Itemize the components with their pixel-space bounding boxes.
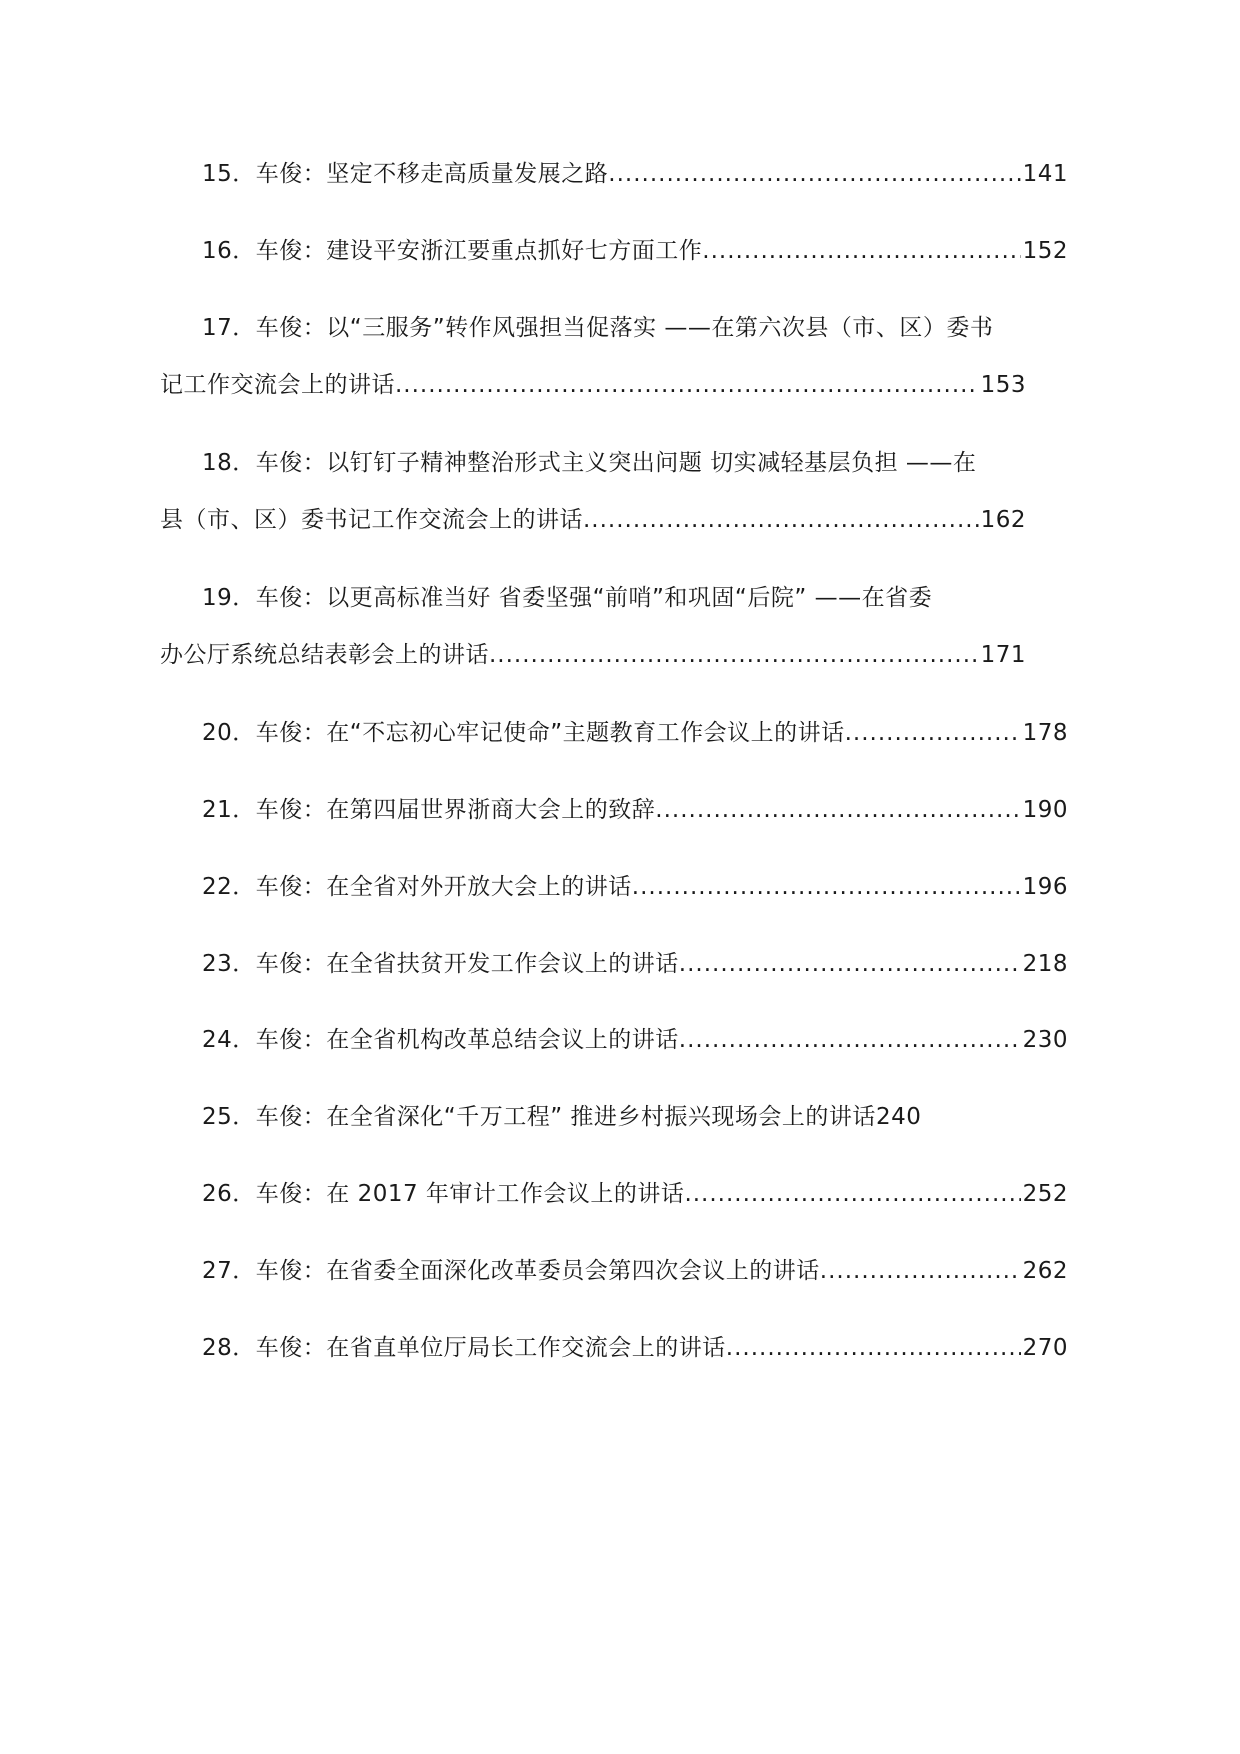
- leader-dots: [679, 1025, 1021, 1055]
- entry-page: 270: [1022, 1335, 1068, 1361]
- leader-dots: [489, 640, 979, 670]
- entry-title: 在省直单位厅局长工作交流会上的讲话: [326, 1335, 726, 1361]
- entry-page: 178: [1022, 720, 1068, 746]
- entry-author: 车俊: [255, 1181, 303, 1207]
- entry-title-line1: 以更高标准当好 省委坚强“前哨”和巩固“后院” ——在省委: [326, 585, 933, 611]
- entry-number: 24: [202, 1027, 233, 1053]
- entry-author: 车俊: [255, 1104, 303, 1130]
- entry-author: 车俊: [255, 951, 303, 977]
- entry-page: 152: [1022, 238, 1068, 264]
- leader-dots: [608, 159, 1020, 189]
- leader-dots: [679, 949, 1021, 979]
- leader-dots: [655, 795, 1020, 825]
- entry-author: 车俊: [255, 161, 303, 187]
- entry-number: 26: [202, 1181, 233, 1207]
- entry-page: 190: [1022, 797, 1068, 823]
- leader-dots: [395, 370, 979, 400]
- entry-number: 15: [202, 161, 233, 187]
- entry-page: 171: [980, 642, 1026, 668]
- entry-author: 车俊: [255, 585, 303, 611]
- leader-dots: [583, 505, 979, 535]
- entry-title: 在全省扶贫开发工作会议上的讲话: [326, 951, 679, 977]
- entry-title: 建设平安浙江要重点抓好七方面工作: [326, 238, 703, 264]
- leader-dots: [684, 1179, 1020, 1209]
- entry-title: 在“不忘初心牢记使命”主题教育工作会议上的讲话: [326, 720, 845, 746]
- entry-author: 车俊: [255, 238, 303, 264]
- entry-page: 262: [1022, 1258, 1068, 1284]
- entry-author: 车俊: [255, 1335, 303, 1361]
- document-page: 15 ． 车俊 ： 坚定不移走高质量发展之路 ..... 141 16 ． 车俊 ： 建设平安浙江要重点抓好七方面工作 ..... 152 17．车俊：以“三服务”转作风强担当促落实 ——在第六次县（市、区）委书 记工作交流会上的讲话 ..... 153 18．车俊：以钉钉子精神整治形式主义突出问题 切实减轻基层负担 ——在 县（市、区）委书记工作交流会上的讲话 ..... 162 19．车俊：以更高标准当好 省委坚强“前哨”和巩固“后院” ——在省委 办公厅系统总结表彰会上的讲话 ..... 171 20 ． 车俊 ： 在“不忘初心牢记使命”主题教育工作会议上的讲话 ..... 178 21 ． 车俊 ： 在第四届世界浙商大会上的致辞 ..... 190 22 ． 车俊 ： 在全省对外开放大会上的讲话 ..... 196 23 ． 车俊 ： 在全省扶贫开发工作会议上的讲话 ..... 218 24 ． 车俊 ： 在全省机构改革总结会议上的讲话 ..... 230 25．车俊：在全省深化“千万工程” 推进乡村振兴现场会上的讲话240 26 ． 车俊 ： 在 2017 年审计工作会议上的讲话 ..... 252 27 ． 车俊 ： 在省委全面深化改革委员会第四次会议上的讲话 ..... 262 28 ． 车俊 ： 在省直单位厅局长工作交流会上的讲话 ..... 270: [0, 0, 1240, 1754]
- entry-title-line1: 以钉钉子精神整治形式主义突出问题 切实减轻基层负担 ——在: [326, 450, 977, 476]
- entry-author: 车俊: [255, 1027, 303, 1053]
- entry-number: 25: [202, 1104, 233, 1130]
- entry-number: 27: [202, 1258, 233, 1284]
- entry-author: 车俊: [255, 720, 303, 746]
- entry-author: 车俊: [255, 450, 303, 476]
- entry-number: 21: [202, 797, 233, 823]
- entry-page: 153: [980, 372, 1026, 398]
- entry-title: 在全省深化“千万工程” 推进乡村振兴现场会上的讲话: [326, 1104, 876, 1130]
- entry-title: 在第四届世界浙商大会上的致辞: [326, 797, 656, 823]
- entry-number: 28: [202, 1335, 233, 1361]
- entry-title: 在全省机构改革总结会议上的讲话: [326, 1027, 679, 1053]
- entry-number: 19: [202, 585, 233, 611]
- entry-page: 162: [980, 507, 1026, 533]
- entry-title: 在省委全面深化改革委员会第四次会议上的讲话: [326, 1258, 820, 1284]
- entry-number: 20: [202, 720, 233, 746]
- entry-author: 车俊: [255, 797, 303, 823]
- leader-dots: [726, 1333, 1021, 1363]
- entry-number: 22: [202, 874, 233, 900]
- entry-page: 252: [1022, 1181, 1068, 1207]
- leader-dots: [845, 718, 1021, 748]
- entry-title: 在全省对外开放大会上的讲话: [326, 874, 632, 900]
- entry-number: 16: [202, 238, 233, 264]
- entry-number: 17: [202, 315, 233, 341]
- entry-page: 230: [1022, 1027, 1068, 1053]
- entry-author: 车俊: [255, 1258, 303, 1284]
- entry-author: 车俊: [255, 315, 303, 341]
- entry-title: 坚定不移走高质量发展之路: [326, 161, 609, 187]
- entry-page: 141: [1022, 161, 1068, 187]
- entry-title-line2: 办公厅系统总结表彰会上的讲话: [160, 642, 489, 668]
- entry-page: 196: [1022, 874, 1068, 900]
- entry-page: 218: [1022, 951, 1068, 977]
- leader-dots: [702, 236, 1020, 266]
- entry-title-line1: 以“三服务”转作风强担当促落实 ——在第六次县（市、区）委书: [326, 315, 994, 341]
- leader-dots: [820, 1256, 1021, 1286]
- entry-page: 240: [875, 1104, 922, 1130]
- entry-title-line2: 县（市、区）委书记工作交流会上的讲话: [160, 507, 583, 533]
- leader-dots: [632, 872, 1021, 902]
- entry-number: 23: [202, 951, 233, 977]
- entry-title-line2: 记工作交流会上的讲话: [160, 372, 395, 398]
- entry-number: 18: [202, 450, 233, 476]
- entry-title: 在 2017 年审计工作会议上的讲话: [326, 1181, 685, 1207]
- entry-author: 车俊: [255, 874, 303, 900]
